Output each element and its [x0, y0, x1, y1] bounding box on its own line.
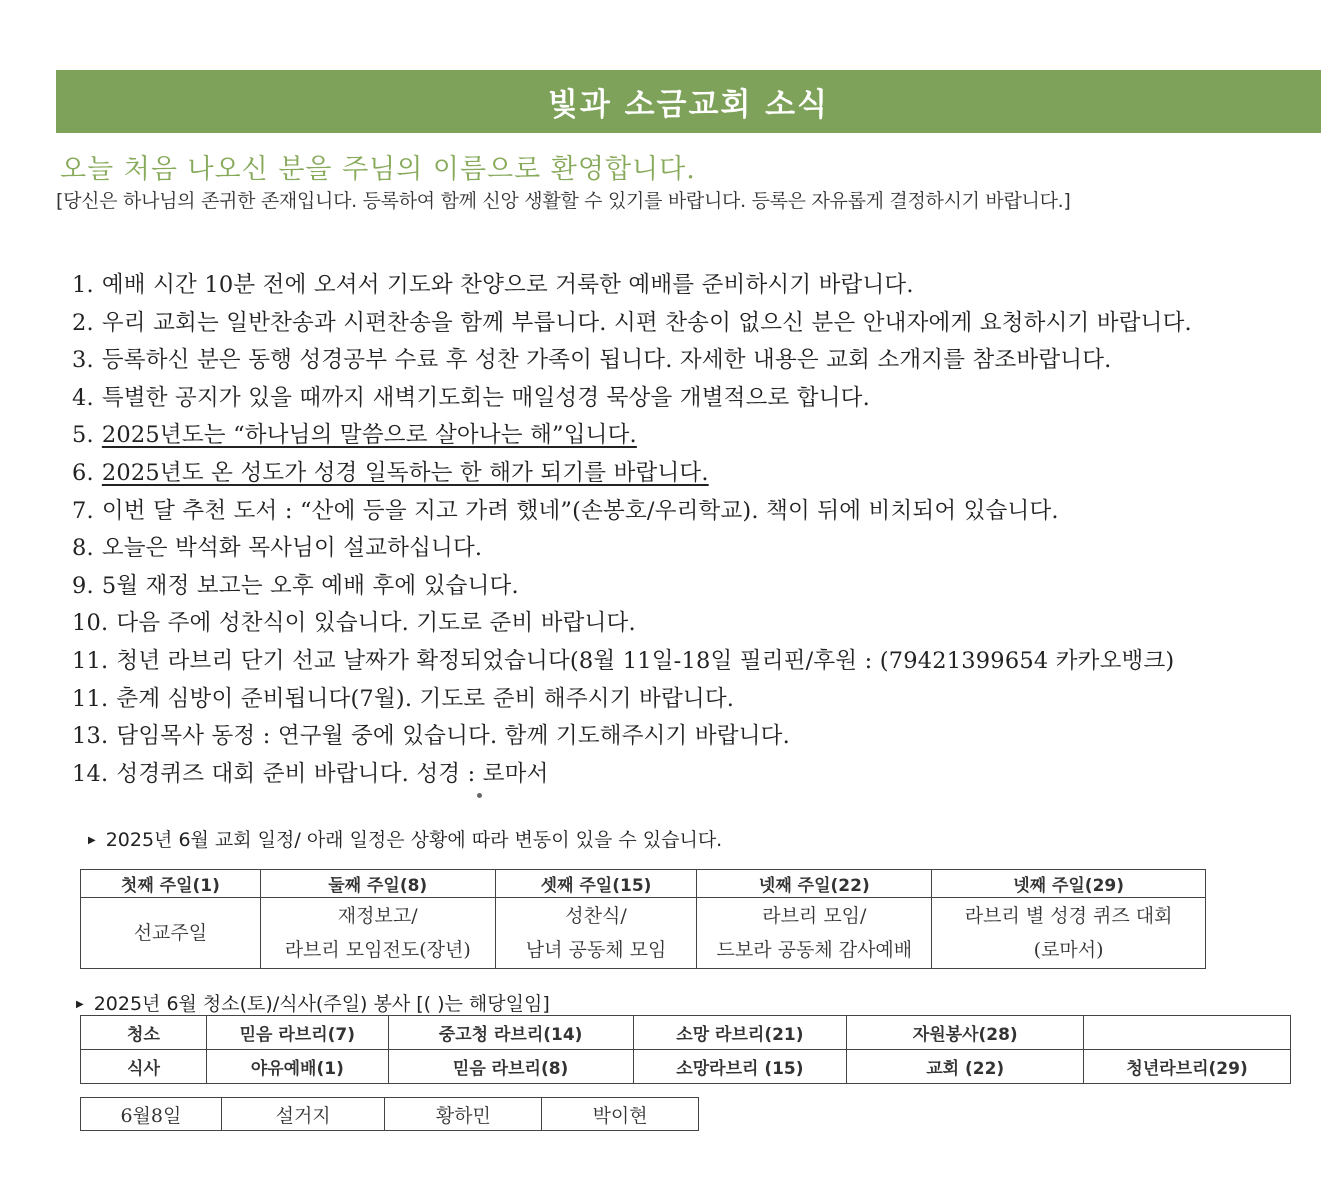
table-cell: 믿음 라브리(7) — [206, 1016, 388, 1050]
notice-item — [72, 417, 1192, 455]
scan-dot — [477, 793, 482, 798]
table-cell: 소망라브리 (15) — [633, 1050, 847, 1084]
notice-item — [72, 756, 1192, 794]
notice-number: 11. — [72, 685, 109, 712]
notice-text: 예배 시간 10분 전에 오셔서 기도와 찬양으로 거룩한 예배를 준비하시기 바랍니다. — [101, 272, 914, 298]
table-cell — [495, 898, 697, 969]
table-cell: 중고청 라브리(14) — [388, 1016, 633, 1050]
cell-line: 남녀 공동체 모임 — [525, 939, 667, 961]
notice-number: 1. — [72, 272, 94, 298]
table-cell: 식사 — [81, 1050, 207, 1084]
notice-text: 특별한 공지가 있을 때까지 새벽기도회는 매일성경 묵상을 개별적으로 합니다. — [101, 384, 870, 411]
table-header-cell: 셋째 주일(15) — [495, 870, 697, 898]
schedule-heading — [88, 825, 722, 852]
notice-list — [72, 267, 1192, 793]
table-cell: 청년라브리(29) — [1084, 1050, 1291, 1084]
table-row — [81, 898, 1206, 969]
table-header-cell: 넷째 주일(22) — [697, 870, 932, 898]
notice-text: 담임목사 동정 : 연구월 중에 있습니다. 함께 기도해주시기 바랍니다. — [116, 723, 790, 750]
table-cell: 자원봉사(28) — [847, 1016, 1084, 1050]
header-bar — [56, 70, 1321, 133]
notice-text: 청년 라브리 단기 선교 날짜가 확정되었습니다(8월 11일-18일 필리핀/후원 : (79421399654 카카오뱅크) — [116, 647, 1175, 674]
notice-text: 우리 교회는 일반찬송과 시편찬송을 함께 부릅니다. 시편 찬송이 없으신 분은 안내자에게 요청하시기 바랍니다. — [101, 309, 1192, 336]
service-table — [80, 1015, 1291, 1084]
notice-item — [72, 530, 1192, 568]
table-cell: 믿음 라브리(8) — [388, 1050, 633, 1084]
notice-number: 4. — [72, 384, 94, 411]
notice-number: 11. — [72, 647, 109, 674]
table-cell — [1084, 1016, 1291, 1050]
notice-number: 8. — [72, 535, 94, 562]
notice-text: 성경퀴즈 대회 준비 바랍니다. 성경 : 로마서 — [116, 760, 549, 787]
notice-number: 10. — [72, 610, 109, 637]
cell-line: 라브리 별 성경 퀴즈 대회 — [964, 905, 1173, 927]
notice-number: 14. — [72, 760, 109, 787]
cell-line: 라브리 모임/ — [762, 905, 867, 927]
table-cell: 박이현 — [542, 1098, 699, 1131]
table-header-cell: 넷째 주일(29) — [932, 870, 1206, 898]
table-row — [81, 1098, 699, 1131]
bullet-triangle-icon: ▶ — [88, 835, 96, 846]
cell-line: (로마서) — [1033, 939, 1104, 961]
notice-item — [72, 643, 1192, 681]
cell-line: 재정보고/ — [337, 905, 418, 927]
notice-item — [72, 305, 1192, 343]
notice-item — [72, 681, 1192, 719]
table-cell — [932, 898, 1206, 969]
service-heading-text: 2025년 6월 청소(토)/식사(주일) 봉사 [( )는 해당일임] — [93, 993, 550, 1015]
schedule-table — [80, 869, 1206, 969]
page-title: 빛과 소금교회 소식 — [547, 87, 830, 123]
notice-item — [72, 380, 1192, 418]
notice-text: 2025년도 온 성도가 성경 일독하는 한 해가 되기를 바랍니다. — [101, 459, 709, 486]
notice-text: 이번 달 추천 도서 : “산에 등을 지고 가려 했네”(손봉호/우리학교). 책이 뒤에 비치되어 있습니다. — [101, 497, 1059, 524]
table-cell: 6월8일 — [81, 1098, 222, 1131]
table-header-cell: 둘째 주일(8) — [260, 870, 495, 898]
notice-number: 2. — [72, 309, 94, 336]
table-cell — [81, 898, 261, 969]
welcome-heading: 오늘 처음 나오신 분을 주님의 이름으로 환영합니다. — [60, 154, 696, 185]
welcome-subtext: [당신은 하나님의 존귀한 존재입니다. 등록하여 함께 신앙 생활할 수 있기를 바랍니다. 등록은 자유롭게 결정하시기 바랍니다.] — [56, 190, 1071, 212]
notice-text: 다음 주에 성찬식이 있습니다. 기도로 준비 바랍니다. — [116, 610, 636, 637]
notice-number: 9. — [72, 572, 94, 599]
table-header-cell: 첫째 주일(1) — [81, 870, 261, 898]
notice-item — [72, 568, 1192, 606]
table-cell: 청소 — [81, 1016, 207, 1050]
table-cell: 소망 라브리(21) — [633, 1016, 847, 1050]
table-cell: 야유예배(1) — [206, 1050, 388, 1084]
notice-number: 7. — [72, 497, 94, 524]
table-cell: 설거지 — [221, 1098, 385, 1131]
notice-item — [72, 718, 1192, 756]
table-cell: 황하민 — [385, 1098, 542, 1131]
bullet-triangle-icon: ▶ — [76, 999, 84, 1010]
duty-table — [80, 1097, 699, 1131]
table-row — [81, 1050, 1291, 1084]
notice-text: 춘계 심방이 준비됩니다(7월). 기도로 준비 해주시기 바랍니다. — [116, 685, 735, 712]
table-cell — [697, 898, 932, 969]
table-row — [81, 1016, 1291, 1050]
cell-line: 선교주일 — [133, 922, 208, 944]
notice-text: 오늘은 박석화 목사님이 설교하십니다. — [101, 535, 483, 562]
table-cell — [260, 898, 495, 969]
notice-number: 5. — [72, 422, 94, 449]
notice-number: 6. — [72, 459, 94, 486]
notice-text: 등록하신 분은 동행 성경공부 수료 후 성찬 가족이 됩니다. 자세한 내용은 교회 소개지를 참조바랍니다. — [101, 347, 1112, 374]
notice-item — [72, 605, 1192, 643]
notice-text: 2025년도는 “하나님의 말씀으로 살아나는 해”입니다. — [101, 422, 637, 449]
notice-number: 13. — [72, 723, 109, 750]
schedule-heading-text: 2025년 6월 교회 일정/ 아래 일정은 상황에 따라 변동이 있을 수 있습니다. — [105, 829, 723, 851]
cell-line: 성찬식/ — [565, 905, 627, 927]
notice-item — [72, 455, 1192, 493]
notice-number: 3. — [72, 347, 94, 374]
table-cell: 교회 (22) — [847, 1050, 1084, 1084]
notice-text: 5월 재정 보고는 오후 예배 후에 있습니다. — [101, 572, 519, 599]
notice-item — [72, 267, 1192, 305]
cell-line: 라브리 모임전도(장년) — [284, 939, 471, 961]
table-header-row — [81, 870, 1206, 898]
service-heading — [76, 989, 550, 1016]
notice-item — [72, 342, 1192, 380]
cell-line: 드보라 공동체 감사예배 — [716, 939, 913, 961]
notice-item — [72, 493, 1192, 531]
